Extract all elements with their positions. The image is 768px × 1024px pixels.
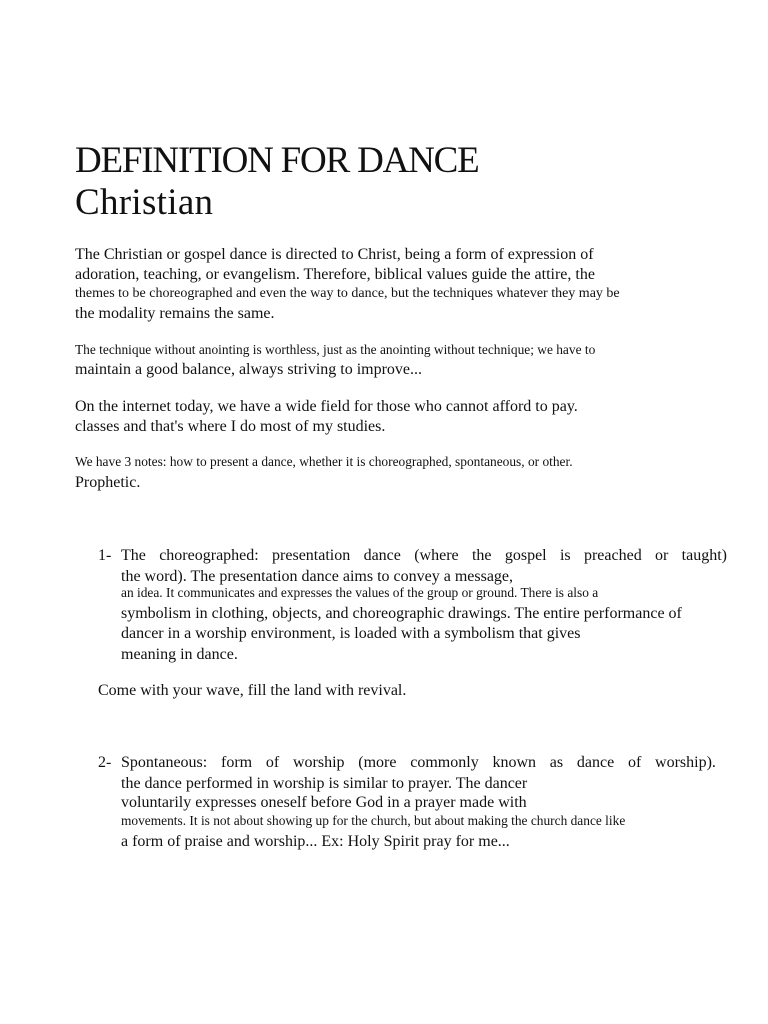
list-item-line: meaning in dance. [121,646,238,663]
word: The [121,547,146,564]
word: is [559,547,571,564]
list-item-line: the word). The presentation dance aims to convey a message, [121,568,514,585]
paragraph-line: classes and that's where I do most of my studies. [75,418,386,435]
page-title: DEFINITION FOR DANCE [75,140,479,181]
list-item-first-line [121,548,727,564]
word: preached [583,547,642,564]
paragraph-line: themes to be choreographed and even the way to dance, but the techniques whatever they may be [75,286,620,301]
paragraph-line: We have 3 notes: how to present a dance, whether it is choreographed, spontaneous, or other. [75,454,573,469]
list-item-line: an idea. It communicates and expresses the values of the group or ground. There is also a [121,585,599,600]
word: worship). [655,754,716,771]
word: commonly [410,754,479,771]
list-item-line: movements. It is not about showing up for the church, but about making the church dance like [121,813,626,828]
list-marker: 2- [98,754,112,771]
word: worship [292,754,345,771]
paragraph-line: Prophetic. [75,474,141,491]
word: of [265,754,280,771]
list-marker: 1- [98,547,112,564]
word: of [627,754,642,771]
word: presentation [272,547,351,564]
paragraph-line: On the internet today, we have a wide field for those who cannot afford to pay. [75,398,578,415]
list-item-line: symbolism in clothing, objects, and choreographic drawings. The entire performance of [121,605,682,622]
word: (where [414,547,459,564]
word: (more [358,754,397,771]
list-item-line: voluntarily expresses oneself before God in a prayer made with [121,794,527,811]
word: dance [576,754,615,771]
list-item-first-line [121,755,716,771]
list-item-line: the dance performed in worship is similar to prayer. The dancer [121,775,528,792]
paragraph-line: The Christian or gospel dance is directed to Christ, being a form of expression of [75,246,594,263]
word: the [471,547,492,564]
word: Spontaneous: [121,754,208,771]
paragraph-line: adoration, teaching, or evangelism. Therefore, biblical values guide the attire, the [75,266,595,283]
word: gospel [504,547,547,564]
list-item-line: dancer in a worship environment, is loaded with a symbolism that gives [121,625,581,642]
paragraph-line: the modality remains the same. [75,305,275,322]
word: or [655,547,669,564]
list-item-line: a form of praise and worship... Ex: Holy Spirit pray for me... [121,833,510,850]
word: dance [363,547,401,564]
word: known [492,754,537,771]
word: form [220,754,253,771]
list-item-note: Come with your wave, fill the land with revival. [98,682,407,699]
paragraph-line: maintain a good balance, always striving to improve... [75,361,423,378]
word: taught) [681,547,727,564]
word: as [549,754,564,771]
paragraph-line: The technique without anointing is worthless, just as the anointing without technique; we have to [75,342,596,357]
word: choreographed: [159,547,259,564]
page-subtitle: Christian [75,182,214,223]
